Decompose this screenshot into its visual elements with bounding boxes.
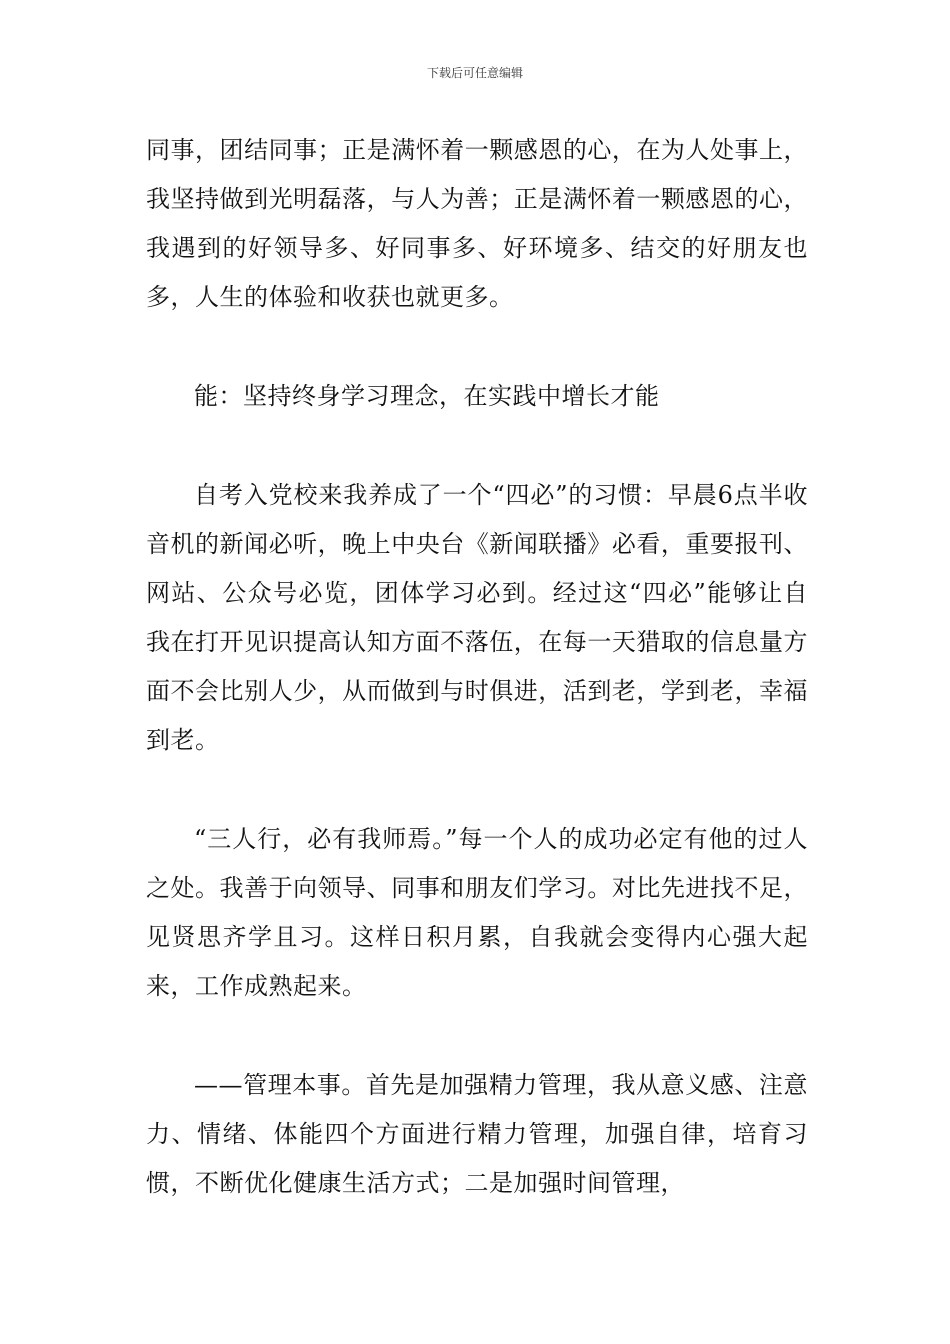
document-body [146,126,808,1208]
paragraph-gratitude-continued: 同事，团结同事；正是满怀着一颗感恩的心，在为人处事上，我坚持做到光明磊落，与人为善；正是满怀着一颗感恩的心，我遇到的好领导多、好同事多、好环境多、结交的好朋友也多，人生的体验和收获也就更多。 [146,136,808,311]
page-header-note: 下载后可任意编辑 [426,66,523,80]
section-heading-ability: 能：坚持终身学习理念，在实践中增长才能 [194,382,660,410]
paragraph-learn-from-others: “三人行，必有我师焉。”每一个人的成功必定有他的过人之处。我善于向领导、同事和朋友们学习。对比先进找不足，见贤思齐学且习。这样日积月累，自我就会变得内心强大起来，工作成熟起来。 [146,825,808,1000]
paragraph-management-skills: ——管理本事。首先是加强精力管理，我从意义感、注意力、情绪、体能四个方面进行精力管理，加强自律，培育习惯，不断优化健康生活方式；二是加强时间管理， [146,1071,808,1197]
paragraph-four-musts: 自考入党校来我养成了一个“四必”的习惯：早晨6点半收音机的新闻必听，晚上中央台《新闻联播》必看，重要报刊、网站、公众号必览，团体学习必到。经过这“四必”能够让自我在打开见识提高认知方面不落伍，在每一天猎取的信息量方面不会比别人少，从而做到与时俱进，活到老，学到老，幸福到老。 [146,481,808,754]
